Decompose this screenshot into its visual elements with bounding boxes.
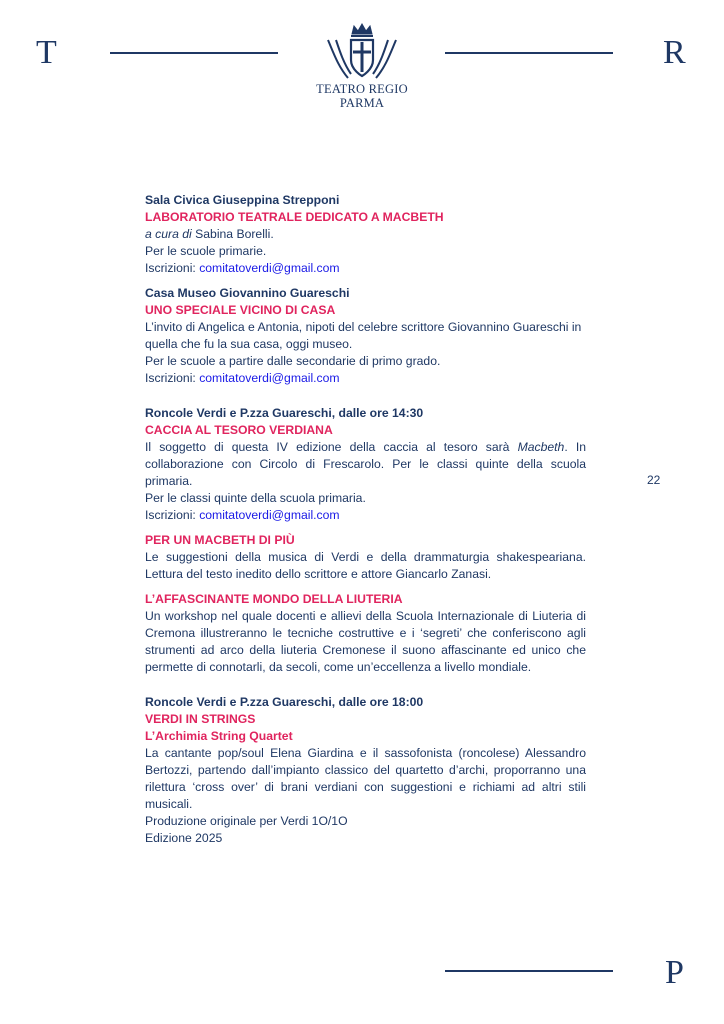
event-title: UNO SPECIALE VICINO DI CASA — [145, 303, 336, 317]
event-venue: Casa Museo Giovannino Guareschi — [145, 286, 350, 300]
event-venue: Roncole Verdi e P.zza Guareschi, dalle ore 14:30 — [145, 406, 424, 420]
corner-letter-t: T — [36, 34, 57, 71]
event-description: Le suggestioni della musica di Verdi e della drammaturgia shakespeariana. Lettura del testo inedito dello scrittore e attore Giancarlo Zanasi. — [145, 550, 586, 581]
logo-text-parma: PARMA — [339, 96, 385, 110]
event-description: Un workshop nel quale docenti e allievi della Scuola Internazionale di Liuteria di Cremona illustreranno le tecniche costruttive e i ‘segreti’ che conferiscono agli strumenti ad arco della liuteria Cremonese il suono affascinante ed unico che permette di connotarli, da secoli, come un’eccellenza a livello mondiale. — [145, 609, 586, 674]
signup-label: Iscrizioni: — [145, 371, 200, 385]
event-curator — [145, 226, 586, 243]
program-content — [145, 192, 586, 855]
signup-label: Iscrizioni: — [145, 508, 200, 522]
header-rule-right — [445, 52, 613, 54]
description-italic: Macbeth — [517, 440, 565, 454]
curator-prefix: a cura di — [145, 227, 192, 241]
event-liuteria — [145, 591, 586, 676]
description-end: . In collaborazione con Circolo di Frescarolo. Per le classi quinte della scuola primaria. — [145, 440, 587, 488]
event-title: PER UN MACBETH DI PIÙ — [145, 533, 295, 547]
corner-letter-r: R — [663, 34, 686, 71]
logo-text-teatro-regio: TEATRO REGIO — [316, 82, 408, 96]
event-signup — [145, 507, 586, 524]
page-number: 22 — [647, 473, 661, 487]
header-rule-left — [110, 52, 278, 54]
corner-letter-p: P — [665, 954, 684, 991]
event-edition: Edizione 2025 — [145, 831, 223, 845]
event-laboratorio-macbeth — [145, 192, 586, 277]
teatro-regio-crest-icon — [320, 20, 404, 82]
signup-email-link[interactable]: comitatoverdi@gmail.com — [199, 261, 340, 275]
event-description — [145, 439, 586, 490]
event-venue: Sala Civica Giuseppina Strepponi — [145, 193, 340, 207]
event-caccia-al-tesoro — [145, 405, 586, 524]
event-venue: Roncole Verdi e P.zza Guareschi, dalle ore 18:00 — [145, 695, 424, 709]
event-audience: Per le scuole a partire dalle secondarie di primo grado. — [145, 354, 441, 368]
event-title: CACCIA AL TESORO VERDIANA — [145, 423, 333, 437]
event-vicino-di-casa — [145, 285, 586, 387]
event-subtitle: L’Archimia String Quartet — [145, 729, 293, 743]
event-audience: Per le classi quinte della scuola primaria. — [145, 491, 366, 505]
event-title: LABORATORIO TEATRALE DEDICATO A MACBETH — [145, 210, 444, 224]
signup-label: Iscrizioni: — [145, 261, 200, 275]
signup-email-link[interactable]: comitatoverdi@gmail.com — [199, 371, 340, 385]
event-verdi-in-strings — [145, 694, 586, 847]
signup-email-link[interactable]: comitatoverdi@gmail.com — [199, 508, 340, 522]
curator-name: Sabina Borelli. — [191, 227, 274, 241]
event-macbeth-di-piu — [145, 532, 586, 583]
event-audience: Per le scuole primarie. — [145, 244, 267, 258]
event-title: L’AFFASCINANTE MONDO DELLA LIUTERIA — [145, 592, 403, 606]
event-signup — [145, 370, 586, 387]
description-start: Il soggetto di questa IV edizione della caccia al tesoro sarà — [145, 440, 518, 454]
event-description: L’invito di Angelica e Antonia, nipoti del celebre scrittore Giovannino Guareschi in quella che fu la sua casa, oggi museo. — [145, 320, 582, 351]
footer-rule — [445, 970, 613, 972]
event-production: Produzione originale per Verdi 1O/1O — [145, 814, 348, 828]
event-description: La cantante pop/soul Elena Giardina e il sassofonista (roncolese) Alessandro Bertozzi, partendo dall’impianto classico del quartetto d’archi, proporranno una rilettura ‘cross over’ di brani verdiani con suggestioni e richiami ad altri stili musicali. — [145, 746, 586, 811]
event-title: VERDI IN STRINGS — [145, 712, 256, 726]
event-signup — [145, 260, 586, 277]
